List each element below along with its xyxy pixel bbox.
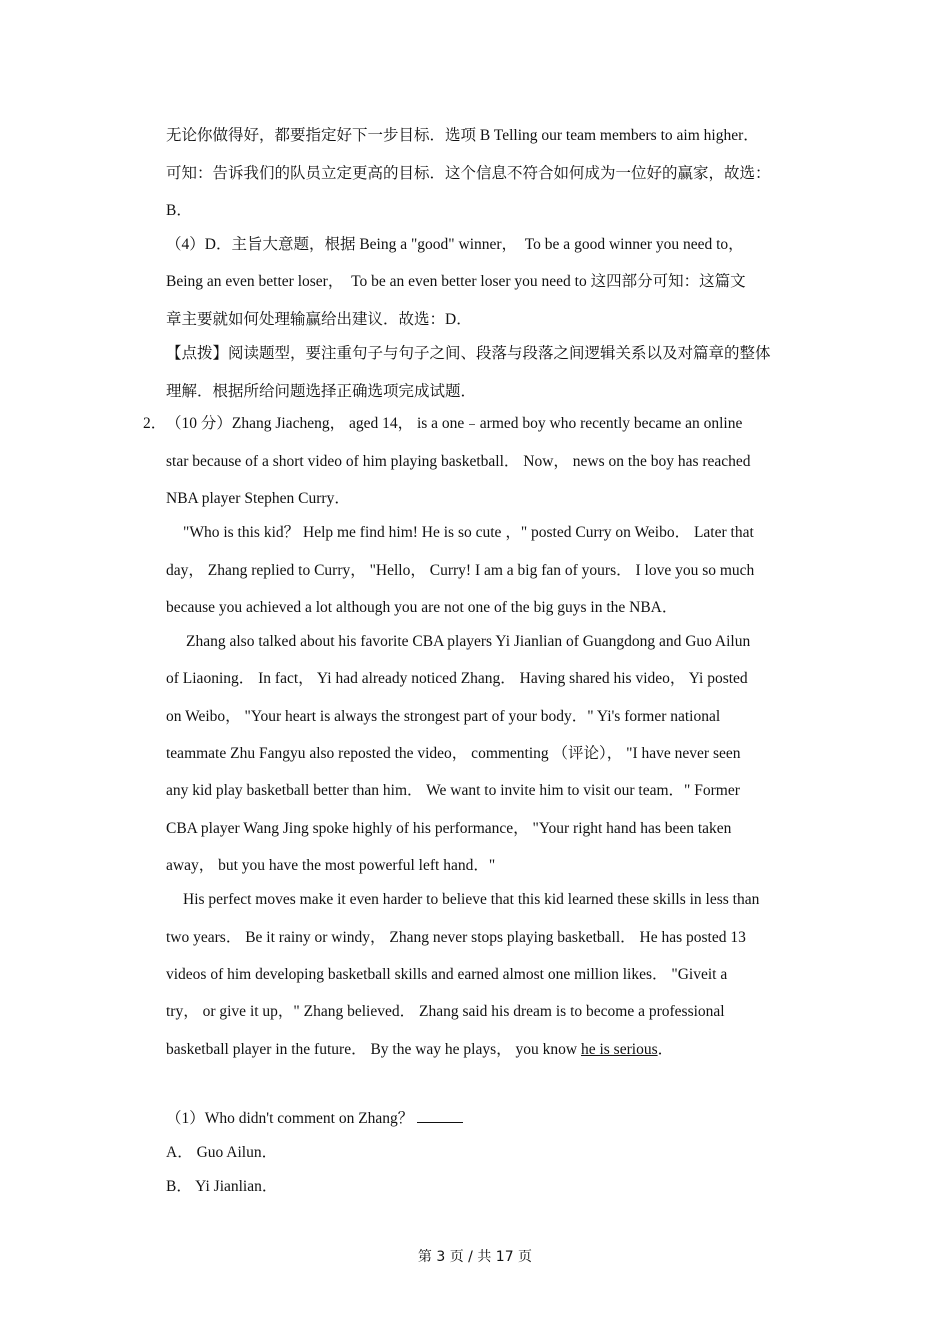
passage-p2-line3: because you achieved a lot although you are not one of the big guys in the NBA． <box>166 599 678 616</box>
passage-p3-line7: away， but you have the most powerful left hand．" <box>166 857 496 874</box>
passage-p1-line2: star because of a short video of him playing basketball． Now， news on the boy has reached <box>166 453 751 470</box>
passage-p1-line1: （10 分）Zhang Jiacheng， aged 14， is a one﹣armed boy who recently became an online <box>166 415 743 432</box>
passage-p2-line1: "Who is this kid？ Help me find him! He is so cute ，" posted Curry on Weibo． Later that <box>183 524 754 541</box>
underlined-phrase: he is serious <box>580 1041 658 1058</box>
analysis-part4-line2: Being an even better loser， To be an even better loser you need to 这四部分可知：这篇文 <box>166 273 746 290</box>
sub-question-1 <box>166 1108 463 1129</box>
sub-question-1-text: （1）Who didn't comment on Zhang？ <box>166 1110 414 1127</box>
passage-p4-line5-text: basketball player in the future． By the way he plays， you know <box>166 1041 581 1058</box>
passage-p3-line2: of Liaoning． In fact， Yi had already noticed Zhang． Having shared his video， Yi posted <box>166 670 748 687</box>
passage-p3-line1: Zhang also talked about his favorite CBA players Yi Jianlian of Guangdong and Guo Ailun <box>186 633 751 650</box>
passage-p3-line3: on Weibo， "Your heart is always the strongest part of your body．" Yi's former national <box>166 708 721 725</box>
passage-p4-line2: two years． Be it rainy or windy， Zhang never stops playing basketball． He has posted 13 <box>166 929 746 946</box>
passage-p2-line2: day， Zhang replied to Curry， "Hello， Curry! I am a big fan of yours． I love you so much <box>166 562 755 579</box>
analysis-part3-line1: 无论你做得好，都要指定好下一步目标．选项 B Telling our team members to aim higher． <box>166 127 759 144</box>
question-number: 2． <box>143 415 167 432</box>
answer-blank[interactable] <box>417 1108 463 1123</box>
analysis-part4-line1: （4）D．主旨大意题，根据 Being a "good" winner， To be a good winner you need to， <box>166 236 744 253</box>
passage-p3-line4: teammate Zhu Fangyu also reposted the video， commenting （评论）， "I have never seen <box>166 745 741 762</box>
page-footer: 第 3 页 / 共 17 页 <box>417 1249 533 1265</box>
analysis-part3-line3: B． <box>166 202 192 219</box>
analysis-tip-line1: 【点拨】阅读题型，要注重句子与句子之间、段落与段落之间逻辑关系以及对篇章的整体 <box>166 345 771 362</box>
analysis-part3-line2: 可知：告诉我们的队员立定更高的目标．这个信息不符合如何成为一位好的赢家，故选： <box>166 165 771 182</box>
option-b: B． Yi Jianlian． <box>166 1178 278 1195</box>
option-a: A． Guo Ailun． <box>166 1144 278 1161</box>
passage-p4-line4: try， or give it up，" Zhang believed． Zhang said his dream is to become a professional <box>166 1003 725 1020</box>
passage-p4-line1: His perfect moves make it even harder to believe that this kid learned these skills in less than <box>183 891 760 908</box>
analysis-part4-line3: 章主要就如何处理输赢给出建议．故选：D． <box>166 311 472 328</box>
passage-p3-line5: any kid play basketball better than him． We want to invite him to visit our team．" Former <box>166 782 740 799</box>
passage-p1-line3: NBA player Stephen Curry． <box>166 490 350 507</box>
passage-p4-line3: videos of him developing basketball skills and earned almost one million likes． "Giveit a <box>166 966 728 983</box>
passage-p4-line5 <box>166 1040 673 1060</box>
passage-p3-line6: CBA player Wang Jing spoke highly of his performance， "Your right hand has been taken <box>166 820 732 837</box>
passage-p4-line5-end: ． <box>657 1041 674 1058</box>
analysis-tip-line2: 理解．根据所给问题选择正确选项完成试题． <box>166 383 477 400</box>
